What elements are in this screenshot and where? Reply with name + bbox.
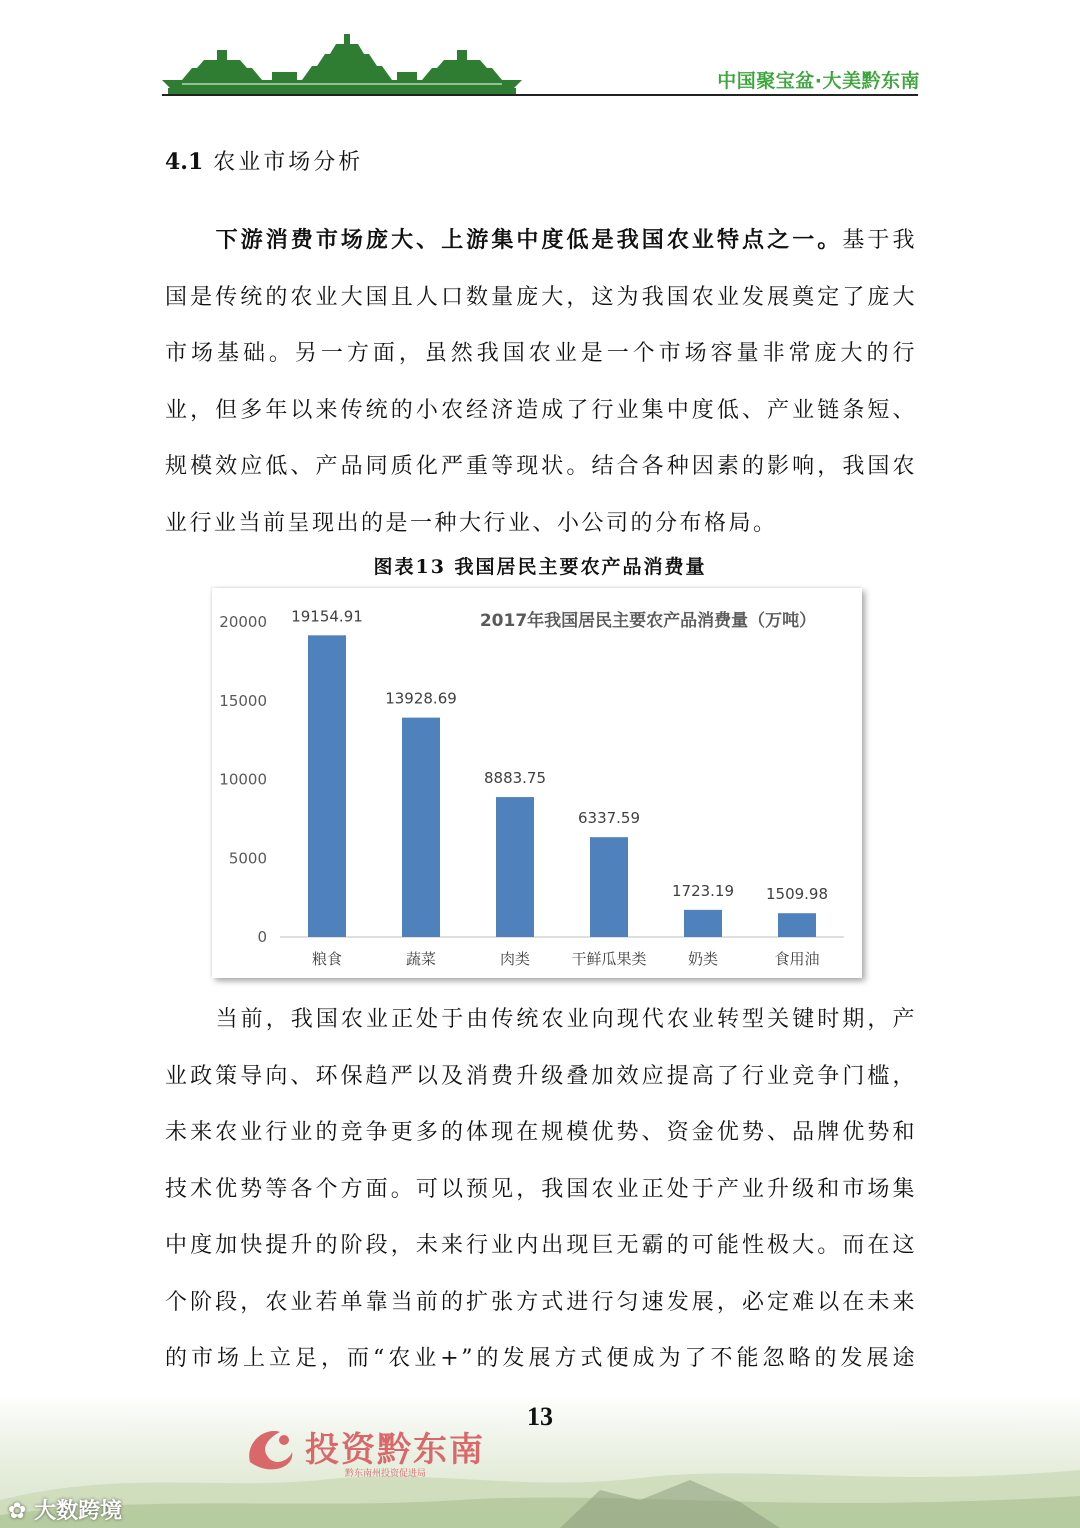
bar [684, 910, 722, 937]
y-tick-label: 20000 [219, 613, 267, 631]
x-tick-label: 粮食 [311, 950, 343, 968]
chart-canvas [212, 588, 862, 978]
y-tick-label: 5000 [228, 849, 267, 868]
bar [402, 718, 440, 937]
watermark-label: 大数跨境 [34, 1499, 123, 1524]
chart-title: 2017年我国居民主要农产品消费量（万吨） [479, 611, 817, 631]
x-tick-label: 干鲜瓜果类 [571, 950, 647, 968]
page-number: 13 [527, 1402, 553, 1431]
header-pagoda-banner [162, 30, 522, 98]
section-heading [165, 145, 363, 176]
paragraph-market-overview [165, 212, 917, 552]
bar [496, 797, 534, 937]
footer-landscape-image [0, 1430, 1080, 1528]
figure-caption: 图表13 我国居民主要农产品消费量 [373, 556, 707, 578]
bar-value-label: 1723.19 [671, 881, 735, 900]
bar [778, 913, 816, 937]
section-title: 农业市场分析 [213, 150, 364, 175]
weibo-icon: ✿ [8, 1499, 35, 1524]
x-tick-label: 蔬菜 [405, 950, 437, 968]
y-tick-label: 10000 [219, 770, 267, 789]
x-tick-label: 肉类 [499, 950, 531, 968]
watermark-text [8, 1494, 122, 1525]
bar-value-label: 19154.91 [291, 607, 363, 626]
bar-value-label: 13928.69 [385, 689, 457, 708]
investment-logo-icon [240, 1422, 300, 1474]
paragraph-lead-sentence: 下游消费市场庞大、上游集中度低是我国农业特点之一。 [215, 227, 843, 253]
x-tick-label: 奶类 [687, 950, 719, 968]
paragraph-industry-transition [165, 992, 917, 1444]
header-slogan: 中国聚宝盆·大美黔东南 [717, 70, 920, 92]
bar [308, 635, 346, 937]
investment-logo-subtext: 黔东南州投资促进局 [345, 1469, 427, 1479]
bars [291, 607, 828, 968]
bar-value-label: 6337.59 [577, 809, 641, 828]
y-axis [219, 613, 267, 946]
bar-value-label: 1509.98 [765, 885, 829, 904]
investment-logo-text: 投资黔东南 [305, 1430, 485, 1470]
y-tick-label: 15000 [219, 691, 267, 710]
header-divider [162, 94, 918, 96]
consumption-bar-chart [212, 588, 862, 978]
paragraph-body-2: 当前，我国农业正处于由传统农业向现代农业转型关键时期，产业政策导向、环保趋严以及消费升级叠加效应提高了行业竞争门槛，未来农业行业的竞争更多的体现在规模优势、资金优势、品牌优势和技术优势等各个方面。可以预见，我国农业正处于产业升级和市场集中度加快提升的阶段，未来行业内出现巨无霸的可能性极大。而在这个阶段，农业若单靠当前的扩张方式进行匀速发展，必定难以在未来的市场上立足，而“农业+”的发展方式便成为了不能忽略的发展途 [165, 1007, 917, 1371]
x-tick-label: 食用油 [774, 950, 820, 968]
section-number: 4.1 [165, 149, 204, 175]
bar [590, 837, 628, 937]
y-tick-label: 0 [257, 928, 267, 946]
paragraph-body: 基于我国是传统的农业大国且人口数量庞大，这为我国农业发展奠定了庞大市场基础。另一方面，虽然我国农业是一个市场容量非常庞大的行业，但多年以来传统的小农经济造成了行业集中度低、产业链条短、规模效应低、产品同质化严重等现状。结合各种因素的影响，我国农业行业当前呈现出的是一种大行业、小公司的分布格局。 [165, 228, 917, 536]
bar-value-label: 8883.75 [483, 769, 547, 788]
